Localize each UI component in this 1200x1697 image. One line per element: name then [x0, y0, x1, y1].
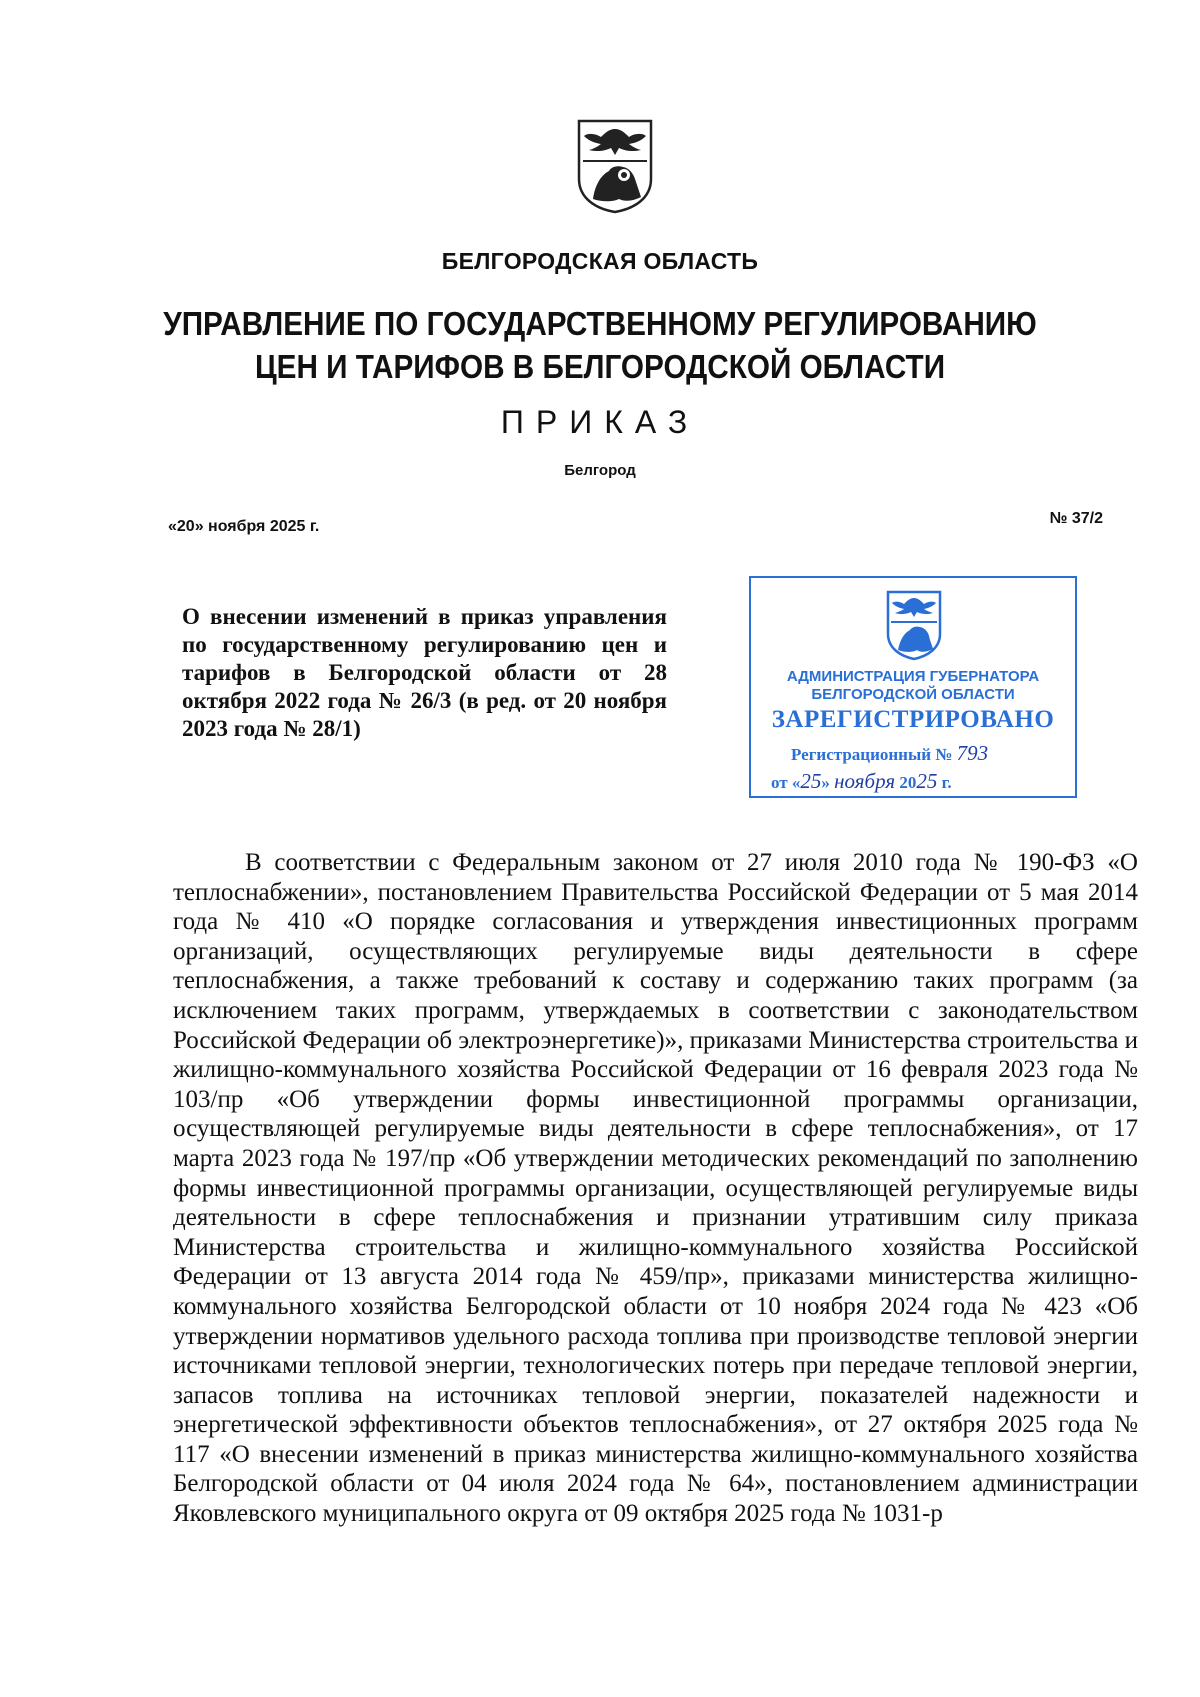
body-paragraph: В соответствии с Федеральным законом от 27 июля 2010 года № 190-ФЗ «О теплоснабжении», постановлением Правительства Российской Федерации от 5 мая 2014 года № 410 «О порядке согласования и утверждения инвестиционных программ организаций, осуществляющих регулируемые виды деятельности в сфере теплоснабжения, а также требований к составу и содержанию таких программ (за исключением таких программ, утверждаемых в соответствии с законодательством Российской Федерации об электроэнергетике)», приказами Министерства строительства и жилищно-коммунального хозяйства Российской Федерации от 16 февраля 2023 года № 103/пр «Об утверждении формы инвестиционной программы организации, осуществляющей регулируемые виды деятельности в сфере теплоснабжения», от 17 марта 2023 года № 197/пр «Об утверждении методических рекомендаций по заполнению формы инвестиционной программы организации, осуществляющей регулируемые виды деятельности в сфере теплоснабжения и признании утратившим силу приказа Министерства строительства и жилищно-коммунального хозяйства Российской Федерации от 13 августа 2014 года № 459/пр», приказами министерства жилищно-коммунального хозяйства Белгородской области от 10 ноября 2024 года № 423 «Об утверждении нормативов удельного расхода топлива при производстве тепловой энергии источниками тепловой энергии, технологических потерь при передаче тепловой энергии, запасов топлива на источниках тепловой энергии, показателей надежности и энергетической эффективности объектов теплоснабжения», от 27 октября 2025 года № 117 «О внесении изменений в приказ министерства жилищно-коммунального хозяйства Белгородской области от 04 июля 2024 года № 64», постановлением администрации Яковлевского муниципального округа от 09 октября 2025 года № 1031-р	[173, 849, 1138, 1528]
stamp-date-mid: »	[821, 773, 830, 792]
document-number: № 37/2	[1049, 510, 1103, 527]
stamp-date-month: ноября	[834, 769, 896, 793]
stamp-date-prefix: от «	[771, 773, 801, 792]
document-date: «20» ноября 2025 г.	[168, 518, 320, 535]
stamp-org-line1: АДМИНИСТРАЦИЯ ГУБЕРНАТОРА	[786, 668, 1040, 685]
stamp-registration-label: Регистрационный №	[791, 745, 953, 764]
stamp-registered: ЗАРЕГИСТРИРОВАНО	[771, 706, 1055, 733]
stamp-date-year-prefix: 20	[899, 773, 917, 792]
stamp-registration-number	[791, 741, 988, 766]
region-name: БЕЛГОРОДСКАЯ ОБЛАСТЬ	[441, 248, 759, 274]
stamp-registration-date	[771, 769, 952, 794]
stamp-date-year: 25	[916, 769, 938, 793]
stamp-org-line2: БЕЛГОРОДСКОЙ ОБЛАСТИ	[811, 686, 1015, 703]
stamp-registration-value: 793	[956, 741, 989, 765]
organization-name-line1: УПРАВЛЕНИЕ ПО ГОСУДАРСТВЕННОМУ РЕГУЛИРОВАНИЮ	[163, 305, 1037, 342]
coat-of-arms-icon	[575, 117, 655, 215]
stamp-date-day: 25	[800, 769, 822, 793]
organization-name	[60, 302, 1140, 388]
city-name: Белгород	[564, 462, 636, 479]
organization-name-line2: ЦЕН И ТАРИФОВ В БЕЛГОРОДСКОЙ ОБЛАСТИ	[254, 348, 946, 385]
document-subject: О внесении изменений в приказ управления по государственному регулированию цен и тарифов в Белгородской области от 28 октября 2022 года № 26/3 (в ред. от 20 ноября 2023 года № 28/1)	[182, 604, 667, 741]
document-type: ПРИКАЗ	[500, 404, 700, 440]
registration-stamp	[749, 576, 1077, 798]
stamp-date-suffix: г.	[941, 773, 952, 792]
stamp-coat-of-arms-icon	[884, 588, 944, 662]
